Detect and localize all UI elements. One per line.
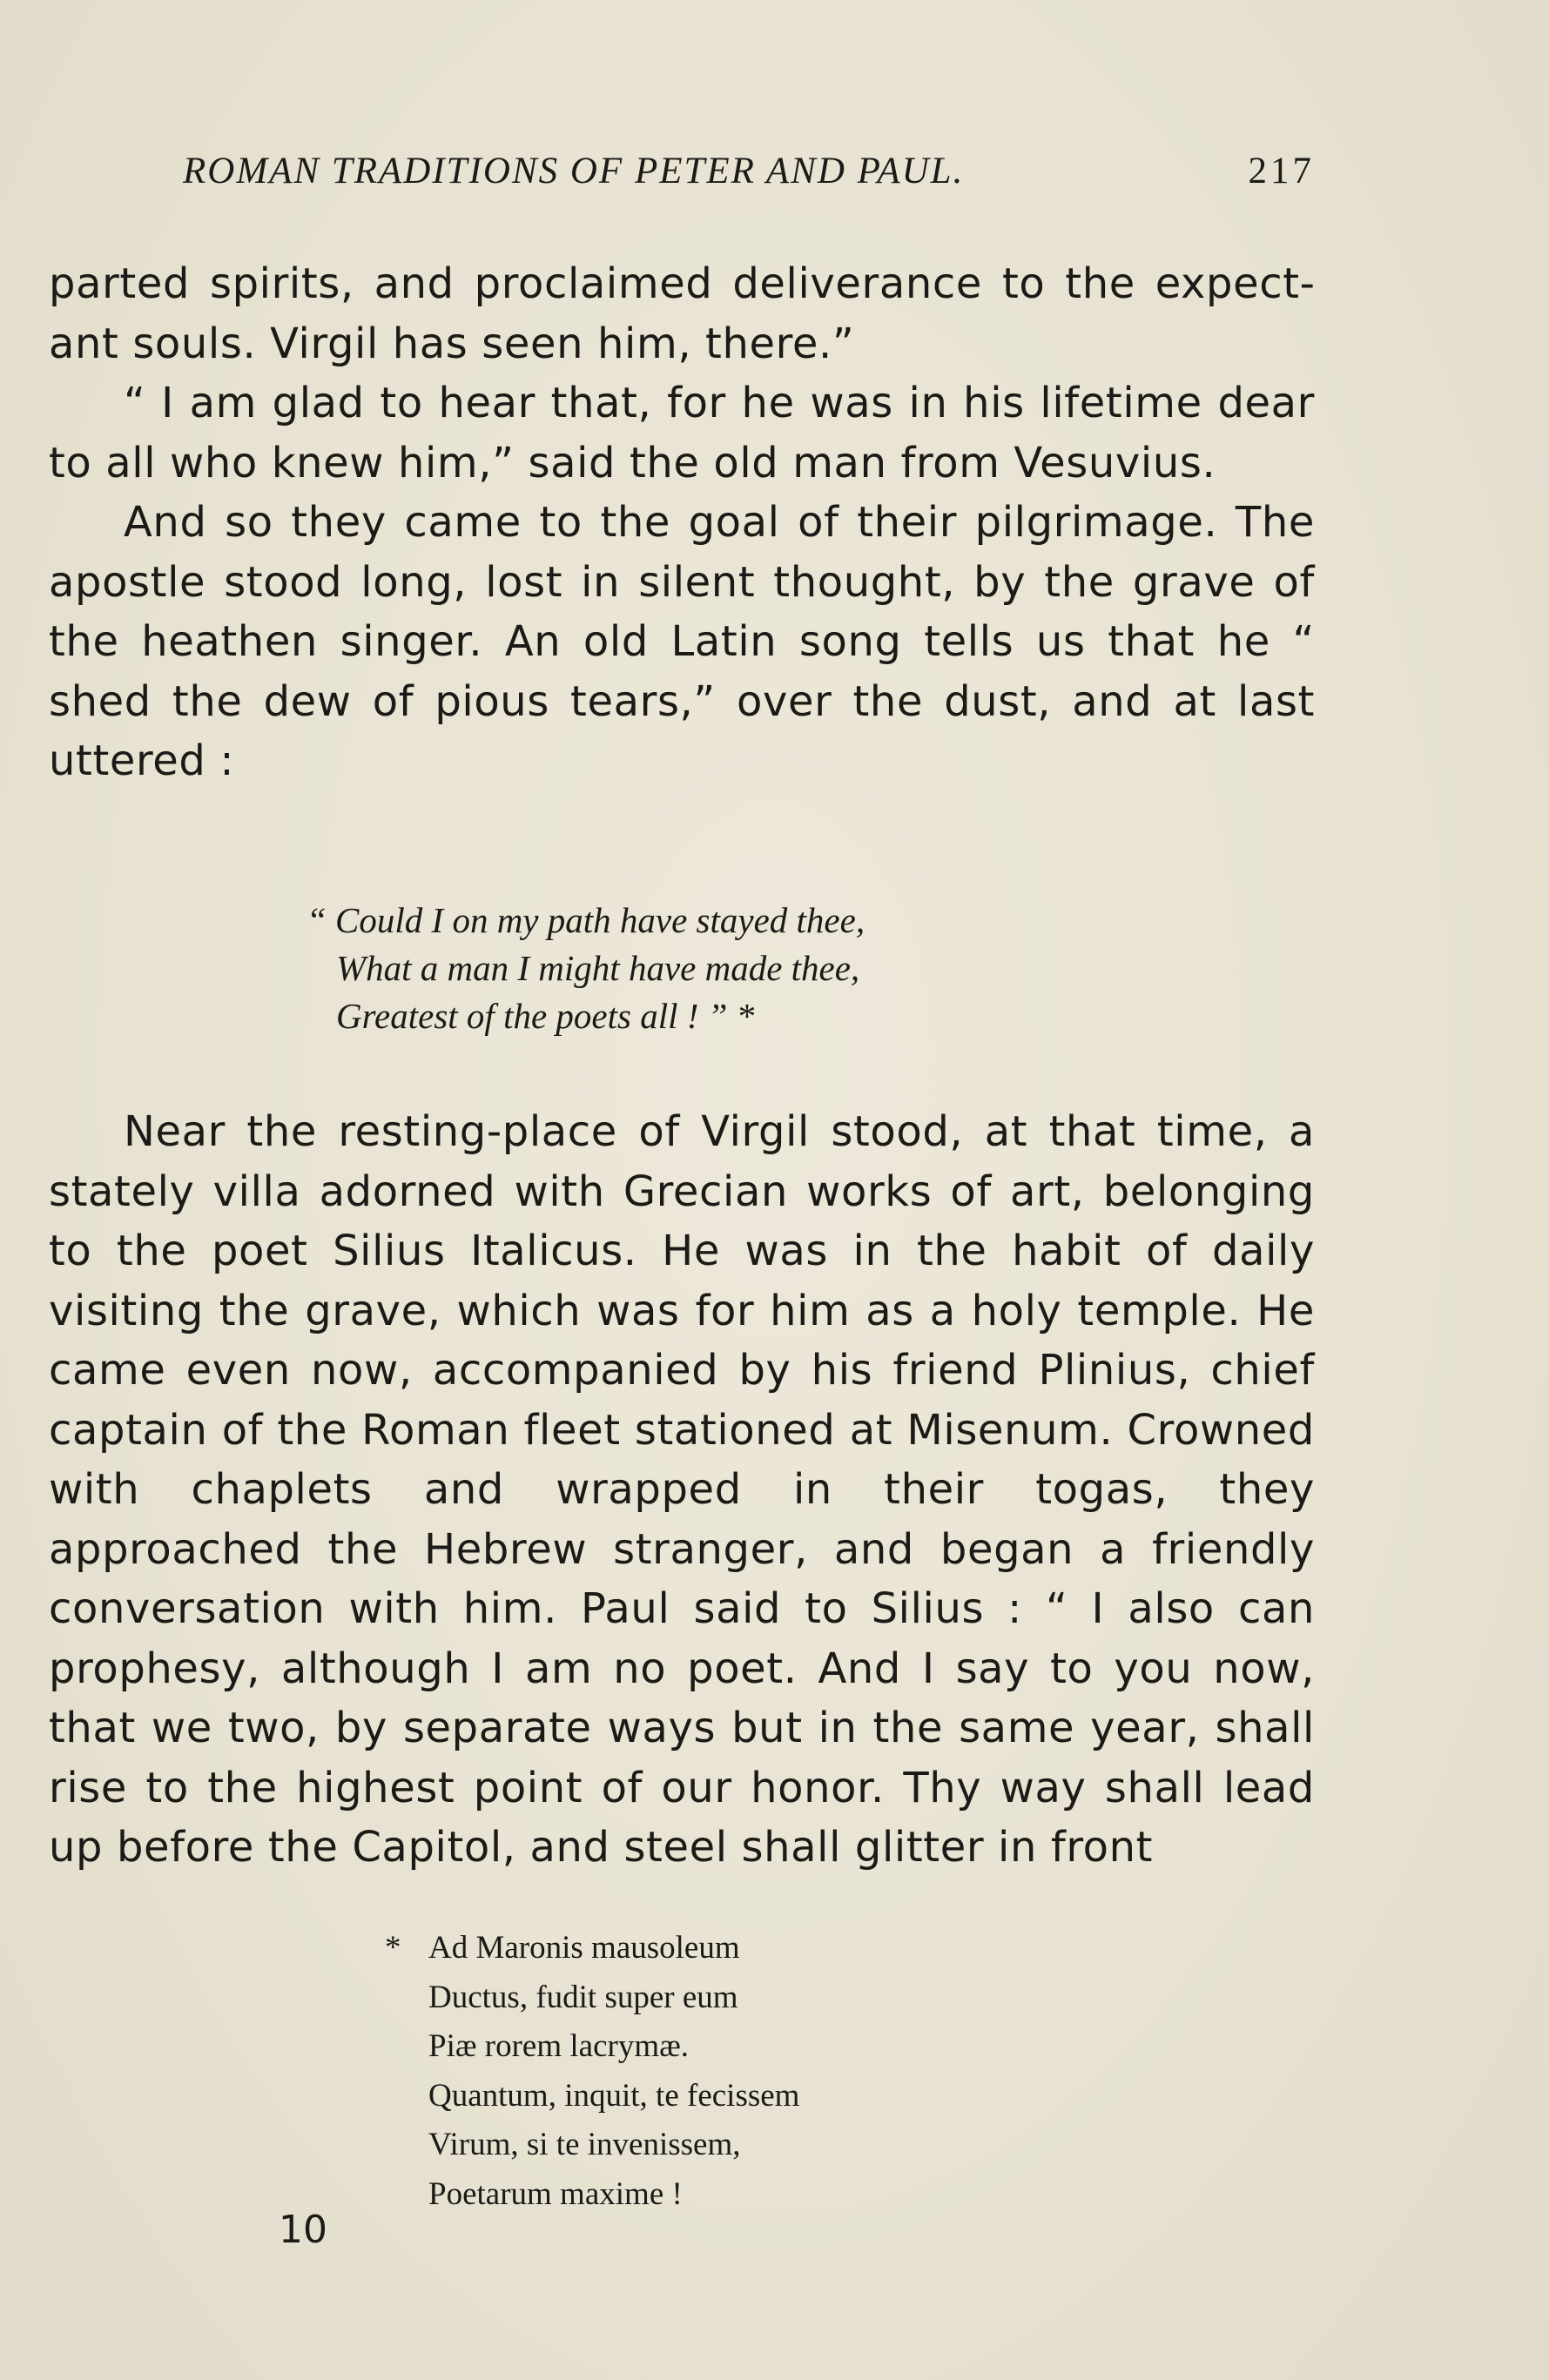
paragraph: Near the resting-place of Virgil stood, at that time, a stately villa adorned with Grecian works of art, belonging to the poet Silius Italicus. He was in the habit of daily visiting the grave, which was for him as a holy temple. He came even now, accompanied by his friend Plinius, chief captain of the Roman fleet stationed at Misenum. Crowned with chaplets and wrapped in their togas, they approached the Hebrew stranger, and began a friendly conversation with him. Paul said to Silius : “ I also can prophesy, although I am no poet. And I say to you now, that we two, by separate ways but in the same year, shall rise to the highest point of our honor. Thy way shall lead up before the Capitol, and steel shall glitter in front — [49, 1107, 1315, 1872]
page-number: 217 — [1248, 151, 1315, 192]
body-text-bottom — [49, 1102, 1315, 1878]
verse-line: “ Could I on my path have stayed thee, — [306, 900, 865, 940]
verse-quotation — [306, 897, 1090, 1040]
footnote-line: Piæ rorem lacrymæ. — [428, 2028, 690, 2064]
footnote-line: Poetarum maxime ! — [428, 2175, 683, 2212]
verse-line: Greatest of the poets all ! ” * — [336, 996, 755, 1036]
footnote-line: Quantum, inquit, te fecissem — [428, 2077, 800, 2114]
footnote-line — [385, 1924, 994, 1973]
footnote-line: Ductus, fudit super eum — [428, 1979, 738, 2015]
running-head-title: ROMAN TRADITIONS OF PETER AND PAUL. — [183, 151, 965, 192]
footnote-text: Ad Maronis mausoleum — [428, 1930, 740, 1966]
footnote — [385, 1924, 994, 2219]
verse-line: What a man I might have made thee, — [336, 948, 860, 988]
footnote-marker: * — [385, 1930, 401, 1966]
paragraph: “ I am glad to hear that, for he was in his lifetime dear to all who knew him,” said the old man from Vesuvius. — [49, 379, 1315, 487]
signature-mark: 10 — [279, 2208, 327, 2252]
paragraph: parted spirits, and proclaimed deliverance to the expectant souls. Virgil has seen him, there.” — [49, 259, 1315, 368]
body-text-top — [49, 254, 1315, 791]
footnote-line: Virum, si te invenissem, — [428, 2127, 741, 2162]
paragraph: And so they came to the goal of their pilgrimage. The apostle stood long, lost in silent thought, by the grave of the heathen singer. An old Latin song tells us that he “ shed the dew of pious tears,” over the dust, and at last uttered : — [49, 498, 1315, 785]
running-head — [183, 150, 1332, 202]
